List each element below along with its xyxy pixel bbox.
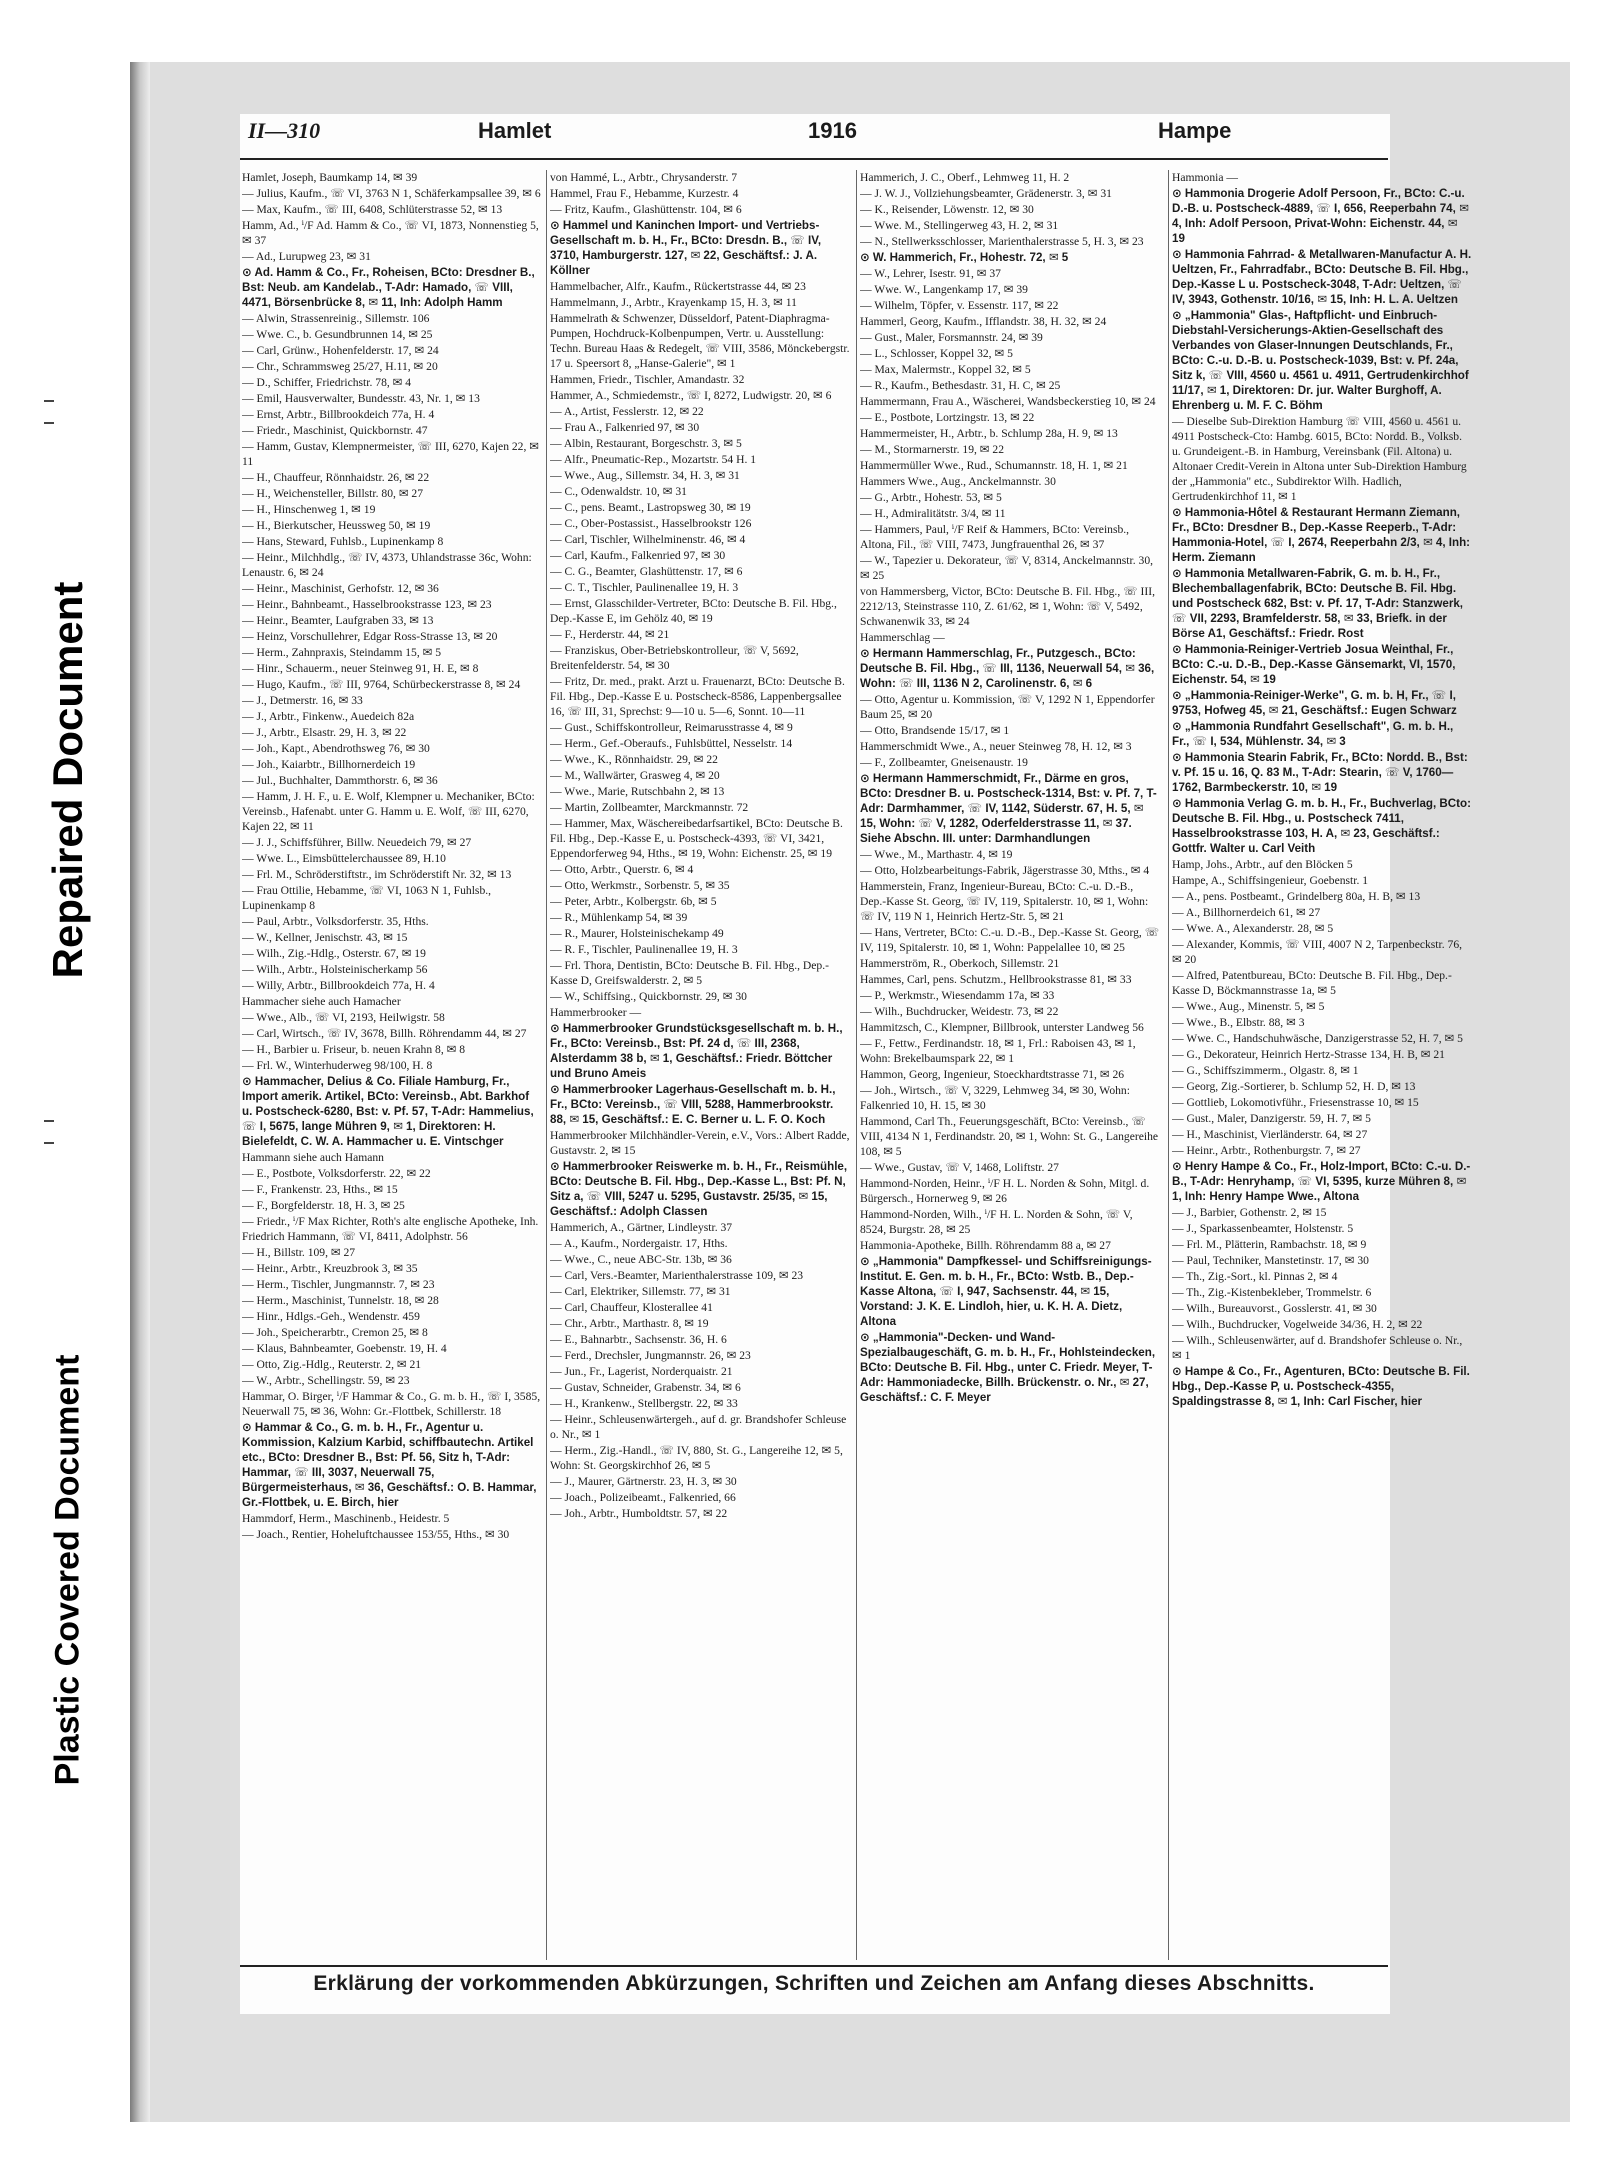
directory-entry: — Wwe. A., Alexanderstr. 28, ✉ 5 (1172, 922, 1334, 935)
directory-entry: — Chr., Arbtr., Marthastr. 8, ✉ 19 (550, 1317, 709, 1330)
directory-entry: — H., Bierkutscher, Heussweg 50, ✉ 19 (242, 519, 431, 532)
directory-entry: Hammerl, Georg, Kaufm., Ifflandstr. 38, H. 32, ✉ 24 (860, 315, 1107, 328)
directory-entry: — Chr., Schrammsweg 25/27, H.11, ✉ 20 (242, 360, 438, 373)
directory-entry: Hammacher siehe auch Hamacher (242, 995, 401, 1008)
directory-entry: — R., Kaufm., Bethesdastr. 31, H. C, ✉ 25 (860, 379, 1061, 392)
directory-entry: — J., Maurer, Gärtnerstr. 23, H. 3, ✉ 30 (550, 1475, 737, 1488)
directory-entry: — Wilh., Buchdrucker, Vogelweide 34/36, H. 2, ✉ 22 (1172, 1318, 1423, 1331)
directory-entry: — E., Postbote, Volksdorferstr. 22, ✉ 22 (242, 1167, 431, 1180)
directory-entry: — Heinr., Arbtr., Rothenburgstr. 7, ✉ 27 (1172, 1144, 1361, 1157)
directory-entry: — J., Arbtr., Elsastr. 29, H. 3, ✉ 22 (242, 726, 407, 739)
directory-entry: Hammann siehe auch Hamann (242, 1151, 384, 1164)
directory-entry: — Carl, Tischler, Wilhelminenstr. 46, ✉ 4 (550, 533, 746, 546)
directory-entry: ⊙ „Hammonia Rundfahrt Gesellschaft", G. m. b. H., Fr., ☏ I, 534, Mühlenstr. 34, ✉ 3 (1172, 720, 1454, 748)
directory-entry: — Wwe., Gustav, ☏ V, 1468, Loliftstr. 27 (860, 1161, 1059, 1174)
repaired-document-label: Repaired Document (44, 581, 91, 979)
directory-entry: — L., Schlosser, Koppel 32, ✉ 5 (860, 347, 1013, 360)
directory-entry: ⊙ Hammonia Verlag G. m. b. H., Fr., Buchverlag, BCto: Deutsche B. Fil. Hbg., u. Postscheck 7411, Hasselbrookstrasse 103, H. A, ✉ 23, Geschäftsf.: Gottfr. Walter u. Carl Veith (1172, 797, 1471, 855)
directory-entry: — Wilh., Zig.-Hdlg., Osterstr. 67, ✉ 19 (242, 947, 426, 960)
directory-entry: — Wwe., K., Rönnhaidstr. 29, ✉ 22 (550, 753, 718, 766)
directory-entry: — Wwe., M., Marthastr. 4, ✉ 19 (860, 848, 1013, 861)
directory-entry: ⊙ Hammerbrooker Lagerhaus-Gesellschaft m. b. H., Fr., BCto: Vereinsb., ☏ VIII, 5288, Hammerbrookstr. 88, ✉ 15, Geschäftsf.: E. C. Berner u. L. F. O. Koch (550, 1083, 836, 1126)
directory-entry: — Martin, Zollbeamter, Marckmannstr. 72 (550, 801, 749, 814)
directory-entry: — Jul., Buchhalter, Dammthorstr. 6, ✉ 36 (242, 774, 438, 787)
directory-entry: Hammermann, Frau A., Wäscherei, Wandsbeckerstieg 10, ✉ 24 (860, 395, 1156, 408)
directory-entry: — Carl, Chauffeur, Klosterallee 41 (550, 1301, 713, 1314)
marker-tick (44, 1120, 54, 1122)
directory-entry: — Willy, Arbtr., Billbrookdeich 77a, H. 4 (242, 979, 435, 992)
directory-entry: — Joh., Speicherarbtr., Cremon 25, ✉ 8 (242, 1326, 428, 1339)
directory-entry: — Wwe. M., Stellingerweg 43, H. 2, ✉ 31 (860, 219, 1059, 232)
directory-entry: ⊙ Hammonia Drogerie Adolf Persoon, Fr., BCto: C.-u. D.-B. u. Postscheck-4889, ☏ I, 656, Reeperbahn 74, ✉ 4, Inh: Adolf Persoon, Privat-Wohn: Eichenstr. 44, ✉ 19 (1172, 187, 1469, 245)
directory-entry: — Max, Kaufm., ☏ III, 6408, Schlüterstrasse 52, ✉ 13 (242, 203, 503, 216)
directory-entry: — H., Billstr. 109, ✉ 27 (242, 1246, 356, 1259)
directory-entry: ⊙ Hermann Hammerschmidt, Fr., Därme en gros, BCto: Dresdner B. u. Postscheck-1314, Bst: v. Pf. 7, T-Adr: Darmhammer, ☏ IV, 1142, Süderstr. 67, H. 5, ✉ 15, Wohn: ☏ V, 1282, Oderfelderstrasse 11, ✉ 37. Siehe Abschn. III. unter: Darmhandlungen (860, 772, 1157, 845)
directory-entry: — Frl. M., Schröderstiftstr., im Schröderstift Nr. 32, ✉ 13 (242, 868, 512, 881)
directory-entry: — G., Arbtr., Hohestr. 53, ✉ 5 (860, 491, 1002, 504)
directory-entry: — Gust., Maler, Forsmannstr. 24, ✉ 39 (860, 331, 1043, 344)
directory-entry: — A., pens. Postbeamt., Grindelberg 80a, H. B, ✉ 13 (1172, 890, 1421, 903)
directory-entry: — Alfred, Patentbureau, BCto: Deutsche B. Fil. Hbg., Dep.-Kasse D, Böckmannstrasse 1a, ✉ 5 (1172, 969, 1452, 997)
directory-entry: — Ad., Lurupweg 23, ✉ 31 (242, 250, 371, 263)
directory-entry: — H., Weichensteller, Billstr. 80, ✉ 27 (242, 487, 424, 500)
directory-entry: — Herm., Maschinist, Tunnelstr. 18, ✉ 28 (242, 1294, 439, 1307)
directory-entry: Hammes, Carl, pens. Schutzm., Hellbrookstrasse 81, ✉ 33 (860, 973, 1132, 986)
directory-entry: Hammermeister, H., Arbtr., b. Schlump 28a, H. 9, ✉ 13 (860, 427, 1118, 440)
directory-entry: — W., Lehrer, Isestr. 91, ✉ 37 (860, 267, 1001, 280)
marker-tick (44, 1142, 54, 1144)
directory-entry: — H., Hinschenweg 1, ✉ 19 (242, 503, 376, 516)
directory-entry: — D., Schiffer, Friedrichstr. 78, ✉ 4 (242, 376, 412, 389)
directory-entry: — M., Stormarnerstr. 19, ✉ 22 (860, 443, 1004, 456)
directory-entry: ⊙ Henry Hampe & Co., Fr., Holz-Import, BCto: C.-u. D.-B., T-Adr: Henryhamp, ☏ VI, 5395, kurze Mühren 8, ✉ 1, Inh: Henry Hampe Wwe., Altona (1172, 1160, 1471, 1203)
directory-entry: — J., Barbier, Gothenstr. 2, ✉ 15 (1172, 1206, 1327, 1219)
directory-entry: — Hans, Vertreter, BCto: C.-u. D.-B., Dep.-Kasse St. Georg, ☏ IV, 119, Spitalerstr. 10, ✉ 1, Wohn: Pappelallee 10, ✉ 25 (860, 926, 1160, 954)
directory-entry: Hammerbrooker Milchhändler-Verein, e.V., Vors.: Albert Radde, Gustavstr. 2, ✉ 15 (550, 1129, 850, 1157)
directory-entry: — R., Maurer, Holsteinischekamp 49 (550, 927, 724, 940)
directory-entry: ⊙ „Hammonia" Dampfkessel- und Schiffsreinigungs-Institut. E. Gen. m. b. H., Fr., BCto: Wstb. B., Dep.-Kasse Altona, ☏ I, 947, Sachsenstr. 44, ✉ 15, Vorstand: J. K. E. Lindloh, hier, u. K. H. A. Dietz, Altona (860, 1255, 1152, 1328)
directory-entry: — J. W. J., Vollziehungsbeamter, Grädenerstr. 3, ✉ 31 (860, 187, 1112, 200)
directory-entry: — Frl. M., Plätterin, Rambachstr. 18, ✉ 9 (1172, 1238, 1367, 1251)
directory-entry: — Wwe. C., Handschuhwäsche, Danzigerstrasse 52, H. 7, ✉ 5 (1172, 1032, 1463, 1045)
directory-entry: Hammerich, J. C., Oberf., Lehmweg 11, H. 2 (860, 171, 1070, 184)
directory-entry: — A., Billhornerdeich 61, ✉ 27 (1172, 906, 1321, 919)
directory-entry: — Heinr., Arbtr., Kreuzbrook 3, ✉ 35 (242, 1262, 418, 1275)
directory-entry: — Friedr., Maschinist, Quickbornstr. 47 (242, 424, 428, 437)
marker-tick (44, 422, 54, 424)
directory-entry: — Fritz, Kaufm., Glashüttenstr. 104, ✉ 6 (550, 203, 742, 216)
directory-entry: Hammonia — (1172, 171, 1239, 184)
directory-entry: — Hans, Steward, Fuhlsb., Lupinenkamp 8 (242, 535, 444, 548)
directory-entry: — Otto, Zig.-Hdlg., Reuterstr. 2, ✉ 21 (242, 1358, 422, 1371)
directory-entry: — E., Bahnarbtr., Sachsenstr. 36, H. 6 (550, 1333, 727, 1346)
directory-entry: Hammerbrooker — (550, 1006, 642, 1019)
directory-entry: — Otto, Brandsende 15/17, ✉ 1 (860, 724, 1010, 737)
directory-entry: — Ferd., Drechsler, Jungmannstr. 26, ✉ 23 (550, 1349, 751, 1362)
directory-entry: — Th., Zig.-Sort., kl. Pinnas 2, ✉ 4 (1172, 1270, 1338, 1283)
directory-entry: ⊙ Hampe & Co., Fr., Agenturen, BCto: Deutsche B. Fil. Hbg., Dep.-Kasse P, u. Postscheck-4355, Spaldingstrasse 8, ✉ 1, Inh: Carl Fischer, hier (1172, 1365, 1470, 1408)
directory-entry: — Wilh., Schleusenwärter, auf d. Brandshofer Schleuse o. Nr., ✉ 1 (1172, 1334, 1463, 1362)
directory-entry: — Frau A., Falkenried 97, ✉ 30 (550, 421, 700, 434)
directory-entry: — Jun., Fr., Lagerist, Norderquaistr. 21 (550, 1365, 733, 1378)
directory-entry: — H., Admiralitätstr. 3/4, ✉ 11 (860, 507, 1006, 520)
header-first-keyword: Hamlet (478, 118, 552, 143)
directory-entry: Hammerström, R., Oberkoch, Sillemstr. 21 (860, 957, 1060, 970)
directory-entry: — Friedr., ⁱ/F Max Richter, Roth's alte englische Apotheke, Inh. Friedrich Hammann, ☏ VI, 8411, Adolphstr. 56 (242, 1215, 539, 1243)
directory-entry: — J., Arbtr., Finkenw., Auedeich 82a (242, 710, 415, 723)
directory-entry: — Otto, Agentur u. Kommission, ☏ V, 1292 N 1, Eppendorfer Baum 25, ✉ 20 (860, 693, 1155, 721)
directory-entry: — F., Borgfelderstr. 18, H. 3, ✉ 25 (242, 1199, 405, 1212)
directory-entry: — Otto, Werkmstr., Sorbenstr. 5, ✉ 35 (550, 879, 730, 892)
directory-entry: — Joach., Polizeibeamt., Falkenried, 66 (550, 1491, 736, 1504)
directory-entry: ⊙ Hammonia Stearin Fabrik, Fr., BCto: Nordd. B., Bst: v. Pf. 15 u. 16, Q. 83 M., T-Adr: Stearin, ☏ V, 1760—1762, Barmbeckerstr. 10, ✉ 19 (1172, 751, 1468, 794)
directory-entry: Hammelmann, J., Arbtr., Krayenkamp 15, H. 3, ✉ 11 (550, 296, 797, 309)
directory-entry: — Hammer, Max, Wäschereibedarfsartikel, BCto: Deutsche B. Fil. Hbg., Dep.-Kasse E, u. Postscheck-4393, ☏ VI, 3421, Eppendorferweg 94, Hths., ✉ 19, Wohn: Eichenstr. 25, ✉ 19 (550, 817, 843, 860)
directory-entry: — Peter, Arbtr., Kolbergstr. 6b, ✉ 5 (550, 895, 717, 908)
page-header (248, 118, 1388, 148)
directory-entry: — Wwe., B., Elbstr. 88, ✉ 3 (1172, 1016, 1305, 1029)
directory-entry: — C. T., Tischler, Paulinenallee 19, H. 3 (550, 581, 739, 594)
directory-entry: — Wilh., Bureauvorst., Gosslerstr. 41, ✉ 30 (1172, 1302, 1377, 1315)
directory-entry: Hampe, A., Schiffsingenieur, Goebenstr. 1 (1172, 874, 1369, 887)
directory-entry: ⊙ Hermann Hammerschlag, Fr., Putzgesch., BCto: Deutsche B. Fil. Hbg., ☏ III, 1136, Neuerwall 54, ✉ 36, Wohn: ☏ III, 1136 N 2, Carolinenstr. 6, ✉ 6 (860, 647, 1155, 690)
directory-entry: — Hamm, Gustav, Klempnermeister, ☏ III, 6270, Kajen 22, ✉ 11 (242, 440, 539, 468)
directory-entry: Hammond-Norden, Wilh., ⁱ/F H. L. Norden & Sohn, ☏ V, 8524, Burgstr. 28, ✉ 25 (860, 1208, 1133, 1236)
directory-entry: Hammers Wwe., Aug., Anckelmannstr. 30 (860, 475, 1056, 488)
directory-entry: Hammerstein, Franz, Ingenieur-Bureau, BCto: C.-u. D.-B., Dep.-Kasse St. Georg, ☏ IV, 119, Spitalerstr. 10, ✉ 1, Wohn: ☏ IV, 119 N 1, Heinrich Hertz-Str. 5, ✉ 21 (860, 880, 1149, 923)
directory-entry: — Klaus, Bahnbeamter, Goebenstr. 19, H. 4 (242, 1342, 447, 1355)
directory-entry: — Otto, Holzbearbeitungs-Fabrik, Jägerstrasse 30, Mths., ✉ 4 (860, 864, 1150, 877)
directory-entry: Hamm, Ad., ⁱ/F Ad. Hamm & Co., ☏ VI, 1873, Nonnenstieg 5, ✉ 37 (242, 219, 539, 247)
marker-tick (44, 400, 54, 402)
directory-entry: — M., Wallwärter, Grasweg 4, ✉ 20 (550, 769, 720, 782)
directory-entry: — Joach., Rentier, Hoheluftchaussee 153/55, Hths., ✉ 30 (242, 1528, 510, 1541)
directory-entry: ⊙ Hammerbrooker Grundstücksgesellschaft m. b. H., Fr., BCto: Vereinsb., Bst: Pf. 24 d, ☏ III, 2368, Alsterdamm 38 b, ✉ 1, Geschäftsf.: Friedr. Böttcher und Bruno Ameis (550, 1022, 843, 1080)
directory-entry: — K., Reisender, Löwenstr. 12, ✉ 30 (860, 203, 1034, 216)
directory-entry: — W., Tapezier u. Dekorateur, ☏ V, 8314, Anckelmannstr. 30, ✉ 25 (860, 554, 1154, 582)
directory-entry: Hammond, Carl Th., Feuerungsgeschäft, BCto: Vereinsb., ☏ VIII, 4134 N 1, Ferdinandstr. 20, ✉ 1, Wohn: St. G., Langereihe 108, ✉ 5 (860, 1115, 1159, 1158)
directory-entry: — Carl, Vers.-Beamter, Marienthalerstrasse 109, ✉ 23 (550, 1269, 804, 1282)
directory-entry: — Alexander, Kommis, ☏ VIII, 4007 N 2, Tarpenbeckstr. 76, ✉ 20 (1172, 938, 1463, 966)
directory-entry: — R. F., Tischler, Paulinenallee 19, H. 3 (550, 943, 738, 956)
directory-entry: ⊙ Hammonia Metallwaren-Fabrik, G. m. b. H., Fr., Blechemballagenfabrik, BCto: Deutsche B. Fil. Hbg. und Postscheck 682, Bst: v. Pf. 17, T-Adr: Stanzwerk, ☏ VII, 2293, Bramfelderstr. 58, ✉ 33, Briefk. in der Börse A1, Geschäftsf.: Friedr. Rost (1172, 567, 1464, 640)
directory-entry: — Wwe. W., Langenkamp 17, ✉ 39 (860, 283, 1028, 296)
directory-entry: — H., Maschinist, Vierländerstr. 64, ✉ 27 (1172, 1128, 1368, 1141)
directory-entry: — Ernst, Glasschilder-Vertreter, BCto: Deutsche B. Fil. Hbg., Dep.-Kasse E, im Gehölz 40, ✉ 19 (550, 597, 837, 625)
directory-entry: — C., pens. Beamt., Lastropsweg 30, ✉ 19 (550, 501, 751, 514)
directory-entry: — F., Herderstr. 44, ✉ 21 (550, 628, 670, 641)
directory-entry: — W., Schiffsing., Quickbornstr. 29, ✉ 30 (550, 990, 747, 1003)
directory-entry: Hammerich, A., Gärtner, Lindleystr. 37 (550, 1221, 733, 1234)
directory-entry: Hamlet, Joseph, Baumkamp 14, ✉ 39 (242, 171, 418, 184)
directory-entry: — Wwe. C., b. Gesundbrunnen 14, ✉ 25 (242, 328, 433, 341)
header-year: 1916 (808, 118, 857, 143)
directory-entry: ⊙ Ad. Hamm & Co., Fr., Roheisen, BCto: Dresdner B., Bst: Neub. am Kandelab., T-Adr: Hamado, ☏ VIII, 4471, Börsenbrücke 8, ✉ 11, Inh: Adolph Hamm (242, 266, 535, 309)
directory-entry: Hammer, A., Schmiedemstr., ☏ I, 8272, Ludwigstr. 20, ✉ 6 (550, 389, 832, 402)
directory-entry: — Hinr., Schauerm., neuer Steinweg 91, H. E, ✉ 8 (242, 662, 479, 675)
directory-entry: — Heinz, Vorschullehrer, Edgar Ross-Strasse 13, ✉ 20 (242, 630, 498, 643)
directory-entry: — Heinr., Schleusenwärtergeh., auf d. gr. Brandshofer Schleuse o. Nr., ✉ 1 (550, 1413, 847, 1441)
directory-entry: — Gustav, Schneider, Grabenstr. 34, ✉ 6 (550, 1381, 741, 1394)
directory-entry: — Carl, Grünw., Hohenfelderstr. 17, ✉ 24 (242, 344, 439, 357)
footnote: Erklärung der vorkommenden Abkürzungen, Schriften und Zeichen am Anfang dieses Abschnitts. (313, 1972, 1315, 1995)
directory-entry: — Frl. W., Winterhuderweg 98/100, H. 8 (242, 1059, 433, 1072)
directory-entry: ⊙ Hammel und Kaninchen Import- und Vertriebs-Gesellschaft m. b. H., Fr., BCto: Dresdn. B., ☏ IV, 3710, Hamburgerstr. 127, ✉ 22, Geschäftsf.: J. A. Köllner (550, 219, 822, 277)
plastic-covered-label: Plastic Covered Document (48, 1354, 87, 1786)
directory-entry: — Wwe., Alb., ☏ VI, 2193, Heilwigstr. 58 (242, 1011, 445, 1024)
directory-entry: Hammelrath & Schwenzer, Düsseldorf, Patent-Diaphragma-Pumpen, Hochdruck-Kolbenpumpen, Vertr. u. Ausstellung: Techn. Bureau Haas & Redegelt, ☏ VIII, 3586, Mönckebergstr. 17 u. Speersort 8, „Hanse-Galerie", ✉ 1 (550, 312, 850, 370)
directory-entry: ⊙ Hammar & Co., G. m. b. H., Fr., Agentur u. Kommission, Kalzium Karbid, schiffbautechn. Artikel etc., BCto: Dresdner B., Bst: Pf. 56, Sitz h, T-Adr: Hammar, ☏ III, 3037, Neuerwall 75, Bürgermeisterhaus, ✉ 36, Geschäftsf.: O. B. Hammar, Gr.-Flottbek, u. E. Birch, hier (242, 1421, 537, 1509)
directory-entry: — H., Barbier u. Friseur, b. neuen Krahn 8, ✉ 8 (242, 1043, 466, 1056)
directory-entry: Hammitzsch, C., Klempner, Billbrook, unterster Landweg 56 (860, 1021, 1144, 1034)
directory-entry: — Fritz, Dr. med., prakt. Arzt u. Frauenarzt, BCto: Deutsche B. Fil. Hbg., Dep.-Kasse E u. Postscheck-8586, Lappenbergsallee 16, ☏ III, 31, Sprechst: 9—10 u. 5—6, Sonnt. 10—11 (550, 675, 845, 718)
directory-entry: — N., Stellwerksschlosser, Marienthalerstrasse 5, H. 3, ✉ 23 (860, 235, 1144, 248)
header-rule (240, 158, 1388, 160)
directory-entry: — Herm., Zig.-Handl., ☏ IV, 880, St. G., Langereihe 12, ✉ 5, Wohn: St. Georgskirchhof 26, ✉ 5 (550, 1444, 843, 1472)
directory-entry: ⊙ Hammerbrooker Reiswerke m. b. H., Fr., Reismühle, BCto: Deutsche B. Fil. Hbg., Dep.-Kasse L., Bst: Pf. N, Sitz a, ☏ VIII, 5247 u. 5295, Gustavstr. 25/35, ✉ 15, Geschäftsf.: Adolph Classen (550, 1160, 848, 1218)
directory-entry: — Hugo, Kaufm., ☏ III, 9764, Schürbeckerstrasse 8, ✉ 24 (242, 678, 521, 691)
directory-entry: — Ernst, Arbtr., Billbrookdeich 77a, H. 4 (242, 408, 435, 421)
page-number: II—310 (248, 118, 321, 143)
directory-entry: — Joh., Wirtsch., ☏ V, 3229, Lehmweg 34, ✉ 30, Wohn: Falkenried 10, H. 15, ✉ 30 (860, 1084, 1130, 1112)
directory-entry: — Gottlieb, Lokomotivführ., Friesenstrasse 10, ✉ 15 (1172, 1096, 1419, 1109)
directory-entry: Hammel, Frau F., Hebamme, Kurzestr. 4 (550, 187, 739, 200)
directory-entry: — Hinr., Hdlgs.-Geh., Wendenstr. 459 (242, 1310, 420, 1323)
directory-entry: — C., Odenwaldstr. 10, ✉ 31 (550, 485, 687, 498)
directory-entry: — Wwe. L., Eimsbüttelerchaussee 89, H.10 (242, 852, 446, 865)
directory-entry: Hammar, O. Birger, ⁱ/F Hammar & Co., G. m. b. H., ☏ I, 3585, Neuerwall 75, ✉ 36, Wohn: Gr.-Flottbek, Schillerstr. 18 (242, 1390, 541, 1418)
directory-entry: — Herm., Zahnpraxis, Steindamm 15, ✉ 5 (242, 646, 442, 659)
directory-entry: — Gust., Schiffskontrolleur, Reimarusstrasse 4, ✉ 9 (550, 721, 793, 734)
directory-entry: ⊙ Hammonia Fahrrad- & Metallwaren-Manufactur A. H. Ueltzen, Fr., Fahrradfabr., BCto: Deutsche B. Fil. Hbg., Dep.-Kasse L u. Postscheck-3048, T-Adr: Ueltzen, ☏ IV, 3943, Gothenstr. 10/16, ✉ 15, Inh: H. L. A. Ueltzen (1172, 248, 1472, 306)
directory-entry: — Joh., Arbtr., Humboldtstr. 57, ✉ 22 (550, 1507, 728, 1520)
directory-entry: — A., Artist, Fesslerstr. 12, ✉ 22 (550, 405, 704, 418)
directory-entry: Hammen, Friedr., Tischler, Amandastr. 32 (550, 373, 745, 386)
directory-entry: — Joh., Kapt., Abendrothsweg 76, ✉ 30 (242, 742, 430, 755)
directory-entry: — Frl. Thora, Dentistin, BCto: Deutsche B. Fil. Hbg., Dep.-Kasse D, Greifswalderstr. 2, ✉ 5 (550, 959, 829, 987)
directory-entry: — Georg, Zig.-Sortierer, b. Schlump 52, H. D, ✉ 13 (1172, 1080, 1416, 1093)
directory-entry: Hammond-Norden, Heinr., ⁱ/F H. L. Norden & Sohn, Mitgl. d. Bürgersch., Hornerweg 9, ✉ 26 (860, 1177, 1150, 1205)
directory-entry: — H., Chauffeur, Rönnhaidstr. 26, ✉ 22 (242, 471, 430, 484)
directory-entry: ⊙ Hammonia-Hôtel & Restaurant Hermann Ziemann, Fr., BCto: Dresdner B., Dep.-Kasse Reeperb., T-Adr: Hammonia-Hotel, ☏ I, 2674, Reeperbahn 2/3, ✉ 4, Inh: Herm. Ziemann (1172, 506, 1471, 564)
directory-entry: — Frau Ottilie, Hebamme, ☏ VI, 1063 N 1, Fuhlsb., Lupinenkamp 8 (242, 884, 492, 912)
directory-entry: — Carl, Elektriker, Sillemstr. 77, ✉ 31 (550, 1285, 731, 1298)
directory-entry: — Wilh., Arbtr., Holsteinischerkamp 56 (242, 963, 428, 976)
directory-entry: — Hammers, Paul, ⁱ/F Reif & Hammers, BCto: Vereinsb., Altona, Fil., ☏ VIII, 7473, Jungfrauenthal 26, ✉ 37 (860, 523, 1130, 551)
directory-entry: — C. G., Beamter, Glashüttenstr. 17, ✉ 6 (550, 565, 743, 578)
directory-entry: — Alfr., Pneumatic-Rep., Mozartstr. 54 H. 1 (550, 453, 757, 466)
directory-entry: — Gust., Maler, Danzigerstr. 59, H. 7, ✉ 5 (1172, 1112, 1371, 1125)
directory-entry: — Th., Zig.-Kistenbekleber, Trommelstr. 6 (1172, 1286, 1372, 1299)
directory-entry: — J. J., Schiffsführer, Billw. Neuedeich 79, ✉ 27 (242, 836, 472, 849)
directory-entry: — Hamm, J. H. F., u. E. Wolf, Klempner u. Mechaniker, BCto: Vereinsb., Hafenabt. unter G. Hamm u. E. Wolf, ☏ III, 6270, Kajen 22, ✉ 11 (242, 790, 535, 833)
column-divider (856, 170, 857, 1960)
directory-entry: — Wilhelm, Töpfer, v. Essenstr. 117, ✉ 22 (860, 299, 1059, 312)
directory-entry: — Otto, Arbtr., Querstr. 6, ✉ 4 (550, 863, 694, 876)
header-last-keyword: Hampe (1158, 118, 1232, 143)
directory-entry: — Wwe., Aug., Sillemstr. 34, H. 3, ✉ 31 (550, 469, 740, 482)
directory-entry: — W., Arbtr., Schellingstr. 59, ✉ 23 (242, 1374, 410, 1387)
directory-entry: — Alwin, Strassenreinig., Sillemstr. 106 (242, 312, 430, 325)
directory-entry: — W., Kellner, Jenischstr. 43, ✉ 15 (242, 931, 408, 944)
directory-entry: von Hammersberg, Victor, BCto: Deutsche B. Fil. Hbg., ☏ III, 2212/13, Steinstrasse 110, Z. 61/62, ✉ 1, Wohn: ☏ V, 5492, Schwanenwik 33, ✉ 24 (860, 585, 1155, 628)
directory-entry: — Paul, Techniker, Manstetinstr. 17, ✉ 30 (1172, 1254, 1369, 1267)
sidebar (0, 0, 130, 2177)
directory-entry: — Franziskus, Ober-Betriebskontrolleur, ☏ V, 5692, Breitenfelderstr. 54, ✉ 30 (550, 644, 799, 672)
directory-entry: — Joh., Kaiarbtr., Billhornerdeich 19 (242, 758, 416, 771)
directory-entry: — F., Frankenstr. 23, Hths., ✉ 15 (242, 1183, 398, 1196)
directory-entry: — J., Detmerstr. 16, ✉ 33 (242, 694, 363, 707)
directory-entry: — Max, Malermstr., Koppel 32, ✉ 5 (860, 363, 1031, 376)
directory-entry: ⊙ „Hammonia"-Decken- und Wand-Spezialbaugeschäft, G. m. b. H., Fr., Hohlsteindecken, BCto: Deutsche B. Fil. Hbg., unter C. Friedr. Meyer, T-Adr: Hammoniadecke, Billh. Brückenstr. o. Nr., ✉ 27, Geschäftsf.: C. F. Meyer (860, 1331, 1156, 1404)
footer-rule (240, 1965, 1388, 1967)
directory-entry: — P., Werkmstr., Wiesendamm 17a, ✉ 33 (860, 989, 1055, 1002)
column-divider (1168, 170, 1169, 1960)
directory-entry: — Heinr., Beamter, Laufgraben 33, ✉ 13 (242, 614, 434, 627)
directory-entry: Hammerschmidt Wwe., A., neuer Steinweg 78, H. 12, ✉ 3 (860, 740, 1132, 753)
directory-entry: Hammdorf, Herm., Maschinenb., Heidestr. 5 (242, 1512, 450, 1525)
directory-entry: — Albin, Restaurant, Borgeschstr. 3, ✉ 5 (550, 437, 742, 450)
directory-entry: ⊙ Hammonia-Reiniger-Vertrieb Josua Weinthal, Fr., BCto: C.-u. D.-B., Dep.-Kasse Gänsemarkt, VI, 1570, Eichenstr. 54, ✉ 19 (1172, 643, 1456, 686)
directory-entry: ⊙ „Hammonia-Reiniger-Werke", G. m. b. H, Fr., ☏ I, 9753, Hofweg 45, ✉ 21, Geschäftsf.: Eugen Schwarz (1172, 689, 1457, 717)
directory-entry: — Dieselbe Sub-Direktion Hamburg ☏ VIII, 4560 u. 4561 u. 4911 Postscheck-Cto: Hambg. 6015, BCto: Nordd. B., Volksb. u. Grundeigent.-B. in Hamburg, Vereinsbank (Fil. Altona) u. Altonaer Credit-Verein in Altona unter Sub-Direktion Hamburg der „Hammonia" etc., Subdirektor Wilh. Hadlich, Gertrudenkirchhof 11, ✉ 1 (1172, 415, 1467, 503)
directory-entry: — H., Krankenw., Stellbergstr. 22, ✉ 33 (550, 1397, 738, 1410)
directory-entry: — Emil, Hausverwalter, Bundesstr. 43, Nr. 1, ✉ 13 (242, 392, 480, 405)
directory-entry: Hammelbacher, Alfr., Kaufm., Rückertstrasse 44, ✉ 23 (550, 280, 806, 293)
directory-entry: — C., Ober-Postassist., Hasselbrookstr 126 (550, 517, 752, 530)
directory-entry: — Julius, Kaufm., ☏ VI, 3763 N 1, Schäferkampsallee 39, ✉ 6 (242, 187, 541, 200)
directory-entry: Hamp, Johs., Arbtr., auf den Blöcken 5 (1172, 858, 1353, 871)
directory-entry: — F., Zollbeamter, Gneisenaustr. 19 (860, 756, 1028, 769)
directory-entry: — Herm., Gef.-Oberaufs., Fuhlsbüttel, Nesselstr. 14 (550, 737, 793, 750)
directory-entry: ⊙ W. Hammerich, Fr., Hohestr. 72, ✉ 5 (860, 251, 1069, 264)
directory-entry: — G., Schiffszimmerm., Olgastr. 8, ✉ 1 (1172, 1064, 1359, 1077)
directory-entry: — G., Dekorateur, Heinrich Hertz-Strasse 134, H. B, ✉ 21 (1172, 1048, 1445, 1061)
directory-entry: — F., Fettw., Ferdinandstr. 18, ✉ 1, Frl.: Raboisen 43, ✉ 1, Wohn: Brekelbaumspark 22, ✉ 1 (860, 1037, 1136, 1065)
directory-entry: — R., Mühlenkamp 54, ✉ 39 (550, 911, 688, 924)
directory-entry: — A., Kaufm., Nordergaistr. 17, Hths. (550, 1237, 728, 1250)
column-divider (546, 170, 547, 1960)
directory-column-2 (550, 170, 850, 1960)
directory-entry: — Wilh., Buchdrucker, Weidestr. 73, ✉ 22 (860, 1005, 1059, 1018)
directory-entry: — Heinr., Milchhdlg., ☏ IV, 4373, Uhlandstrasse 36c, Wohn: Lenaustr. 6, ✉ 24 (242, 551, 532, 579)
directory-column-1 (242, 170, 542, 1960)
directory-entry: ⊙ Hammacher, Delius & Co. Filiale Hamburg, Fr., Import amerik. Artikel, BCto: Vereinsb., Abt. Barkhof u. Postscheck-6280, Bst: v. Pf. 57, T-Adr: Hammelius, ☏ I, 5675, lange Mühren 9, ✉ 1, Direktoren: H. Bielefeldt, C. W. A. Hammacher u. E. Vintschger (242, 1075, 534, 1148)
directory-entry: ⊙ „Hammonia" Glas-, Haftpflicht- und Einbruch-Diebstahl-Versicherungs-Aktien-Gesellschaft des Verbandes von Glaser-Innungen Deutschlands, Fr., BCto: C.-u. D.-B. u. Postscheck-1039, Bst: v. Pf. 24a, Sitz k, ☏ VIII, 4560 u. 4561 u. 4911, Gertrudenkirchhof 11/17, ✉ 1, Direktoren: Dr. jur. Walter Burghoff, A. Ehrenberg u. M. F. C. Böhm (1172, 309, 1469, 412)
directory-entry: Hammonia-Apotheke, Billh. Röhrendamm 88 a, ✉ 27 (860, 1239, 1111, 1252)
directory-entry: — Heinr., Maschinist, Gerhofstr. 12, ✉ 36 (242, 582, 439, 595)
directory-entry: — Carl, Wirtsch., ☏ IV, 3678, Billh. Röhrendamm 44, ✉ 27 (242, 1027, 527, 1040)
directory-entry: — Wwe., C., neue ABC-Str. 13b, ✉ 36 (550, 1253, 732, 1266)
directory-column-3 (860, 170, 1160, 1960)
directory-entry: — Wwe., Marie, Rutschbahn 2, ✉ 13 (550, 785, 725, 798)
directory-entry: von Hammé, L., Arbtr., Chrysanderstr. 7 (550, 171, 738, 184)
binding-spine (130, 62, 150, 2122)
directory-entry: Hammerschlag — (860, 631, 945, 644)
directory-entry: — Wwe., Aug., Minenstr. 5, ✉ 5 (1172, 1000, 1325, 1013)
directory-entry: — Heinr., Bahnbeamt., Hasselbrookstrasse 123, ✉ 23 (242, 598, 492, 611)
directory-entry: — Carl, Kaufm., Falkenried 97, ✉ 30 (550, 549, 726, 562)
directory-column-4 (1172, 170, 1472, 1960)
directory-entry: — Herm., Tischler, Jungmannstr. 7, ✉ 23 (242, 1278, 435, 1291)
directory-entry: — J., Sparkassenbeamter, Holstenstr. 5 (1172, 1222, 1354, 1235)
directory-entry: — Paul, Arbtr., Volksdorferstr. 35, Hths. (242, 915, 429, 928)
directory-entry: Hammon, Georg, Ingenieur, Stoeckhardtstrasse 71, ✉ 26 (860, 1068, 1125, 1081)
directory-entry: — E., Postbote, Lortzingstr. 13, ✉ 22 (860, 411, 1035, 424)
directory-entry: Hammermüller Wwe., Rud., Schumannstr. 18, H. 1, ✉ 21 (860, 459, 1128, 472)
